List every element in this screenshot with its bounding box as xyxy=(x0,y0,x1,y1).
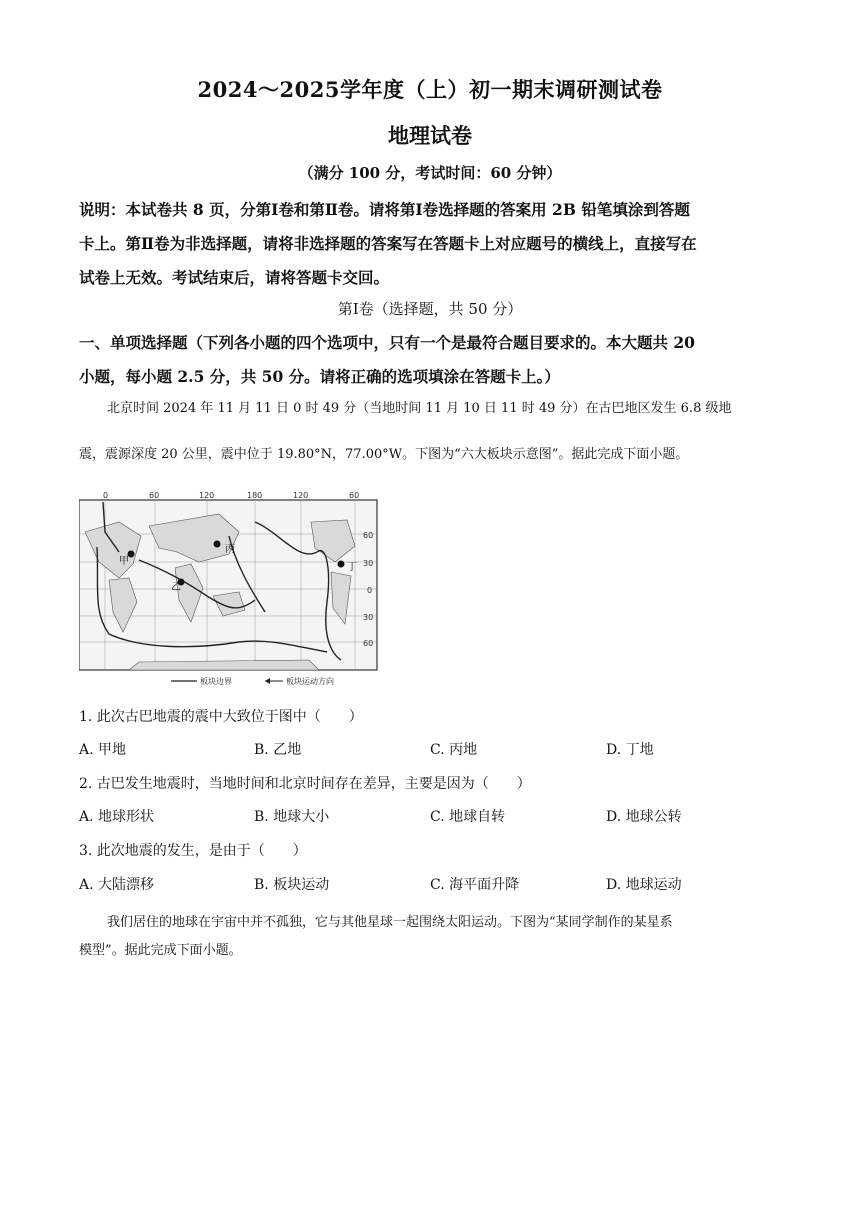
point-ding-marker xyxy=(338,561,345,568)
passage1-line-2: 震，震源深度 20 公里，震中位于 19.80°N，77.00°W。下图为“六大板块示意图”。据此完成下面小题。 xyxy=(79,447,689,462)
lon-label-3: 180 xyxy=(247,492,263,500)
plate-map xyxy=(79,492,379,688)
instructions-line-3: 试卷上无效。考试结束后，请将答题卡交回。 xyxy=(79,268,390,287)
passage2-line-2: 模型”。据此完成下面小题。 xyxy=(79,943,242,958)
q3-option-b: B. 板块运动 xyxy=(254,877,330,893)
lon-label-5: 60 xyxy=(349,492,360,500)
passage1-line-1: 北京时间 2024 年 11 月 11 日 0 时 49 分（当地时间 11 月 10 日 11 时 49 分）在古巴地区发生 6.8 级地 xyxy=(107,401,732,416)
plate-map-figure xyxy=(79,492,379,688)
legend-direction: 板块运动方向 xyxy=(286,677,334,686)
point-bing-marker xyxy=(214,541,221,548)
passage2-line-1: 我们居住的地球在宇宙中并不孤独，它与其他星球一起围绕太阳运动。下图为“某同学制作的某星系 xyxy=(107,915,673,930)
q2-option-a: A. 地球形状 xyxy=(79,809,155,825)
exam-subject: 地理试卷 xyxy=(388,123,472,148)
lon-label-0: 0 xyxy=(103,492,109,500)
q2-option-d: D. 地球公转 xyxy=(606,809,682,825)
instructions-line-2: 卡上。第Ⅱ卷为非选择题，请将非选择题的答案写在答题卡上对应题号的横线上，直接写在 xyxy=(79,234,697,253)
q3-option-a: A. 大陆漂移 xyxy=(79,877,155,893)
q3-option-c: C. 海平面升降 xyxy=(430,877,520,893)
lon-label-4: 120 xyxy=(293,492,309,500)
question-1-stem: 1. 此次古巴地震的震中大致位于图中（ ） xyxy=(79,709,363,725)
lat-label-3: 30 xyxy=(363,613,374,622)
point-jia-label: 甲 xyxy=(119,556,129,567)
part-heading-line-2: 小题，每小题 2.5 分，共 50 分。请将正确的选项填涂在答题卡上。） xyxy=(79,367,560,386)
question-3-stem: 3. 此次地震的发生，是由于（ ） xyxy=(79,843,307,859)
question-2-stem: 2. 古巴发生地震时，当地时间和北京时间存在差异，主要是因为（ ） xyxy=(79,776,531,792)
lon-label-2: 120 xyxy=(199,492,215,500)
part-heading-line-1: 一、单项选择题（下列各小题的四个选项中，只有一个是最符合题目要求的。本大题共 20 xyxy=(79,333,695,352)
q1-option-b: B. 乙地 xyxy=(254,742,302,758)
q1-option-c: C. 丙地 xyxy=(430,742,478,758)
point-bing-label: 丙 xyxy=(225,544,235,555)
q2-option-b: B. 地球大小 xyxy=(254,809,330,825)
legend-boundary: 板块边界 xyxy=(200,677,232,686)
q1-option-d: D. 丁地 xyxy=(606,742,654,758)
point-yi-label: 乙 xyxy=(171,582,181,593)
volume-heading: 第Ⅰ卷（选择题，共 50 分） xyxy=(337,300,523,318)
exam-title: 2024～2025学年度（上）初一期末调研测试卷 xyxy=(197,77,663,102)
lat-label-1: 30 xyxy=(363,559,374,568)
score-time-note: （满分 100 分，考试时间：60 分钟） xyxy=(298,164,562,182)
q3-option-d: D. 地球运动 xyxy=(606,877,682,893)
q2-option-c: C. 地球自转 xyxy=(430,809,506,825)
lat-label-4: 60 xyxy=(363,639,374,648)
instructions-line-1: 说明：本试卷共 8 页，分第Ⅰ卷和第Ⅱ卷。请将第Ⅰ卷选择题的答案用 2B 铅笔填涂到答题 xyxy=(79,200,690,219)
lat-label-2: 0 xyxy=(367,586,373,595)
lat-label-0: 60 xyxy=(363,531,374,540)
map-legend xyxy=(171,676,334,686)
lon-label-1: 60 xyxy=(149,492,160,500)
point-ding-label: 丁 xyxy=(347,562,357,573)
q1-option-a: A. 甲地 xyxy=(79,742,127,758)
